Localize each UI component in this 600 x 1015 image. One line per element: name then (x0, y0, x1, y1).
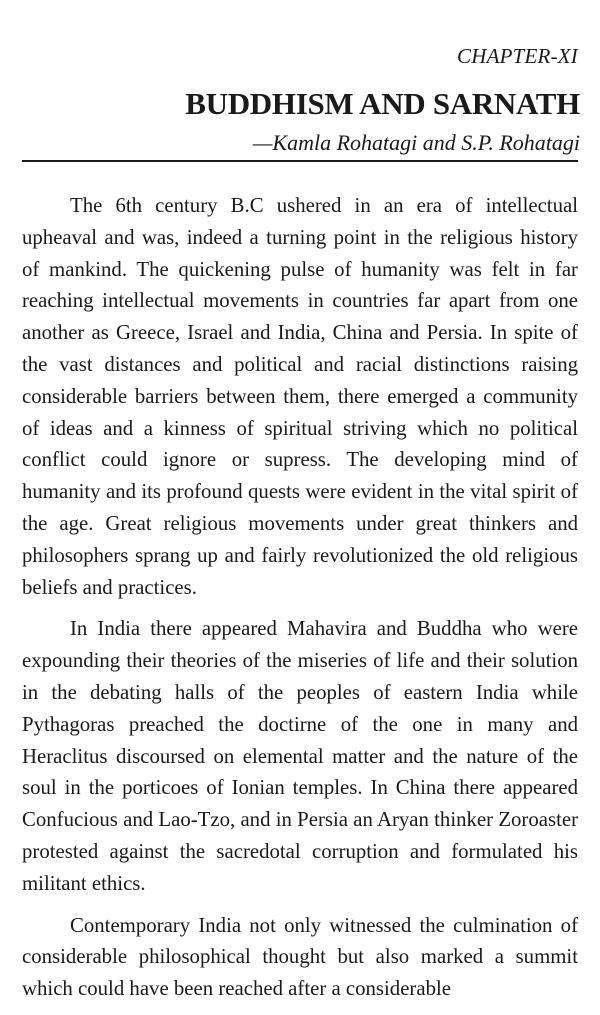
paragraph-3: Contemporary India not only witnessed the culmination of considerable philosophical thought but also marked a summit which could have been reached after a considerable (22, 913, 578, 1001)
chapter-title: BUDDHISM AND SARNATH (185, 86, 580, 121)
author-line: —Kamla Rohatagi and S.P. Rohatagi (252, 130, 580, 155)
paragraph-2: In India there appeared Mahavira and Buddha who were expounding their theories of the miseries of life and their solution in the debating halls of the peoples of eastern India while Pythagoras preached the doctirne of the one in many and Heraclitus discoursed on elemental matter and the nature of the soul in the porticoes of Ionian temples. In China there appeared Confucious and Lao-Tzo, and in Persia an Aryan thinker Zoroaster protested against the sacredotal corruption and formulated his militant ethics. (22, 617, 578, 895)
paragraph-1: The 6th century B.C ushered in an era of intellectual upheaval and was, indeed a turning point in the religious history of mankind. The quickening pulse of humanity was felt in far reaching intellectual movements in countries far apart from one another as Greece, Israel and India, China and Persia. In spite of the vast distances and political and racial distinctions raising considerable barriers between them, there emerged a community of ideas and a kinness of spiritual striving which no political conflict could ignore or supress. The developing mind of humanity and its profound quests were evident in the vital spirit of the age. Great religious movements under great thinkers and philosophers sprang up and fairly revolutionized the old religious beliefs and practices. (22, 194, 578, 599)
title-divider (22, 160, 578, 162)
chapter-label: CHAPTER-XI (457, 44, 578, 68)
body-text (22, 190, 578, 1015)
